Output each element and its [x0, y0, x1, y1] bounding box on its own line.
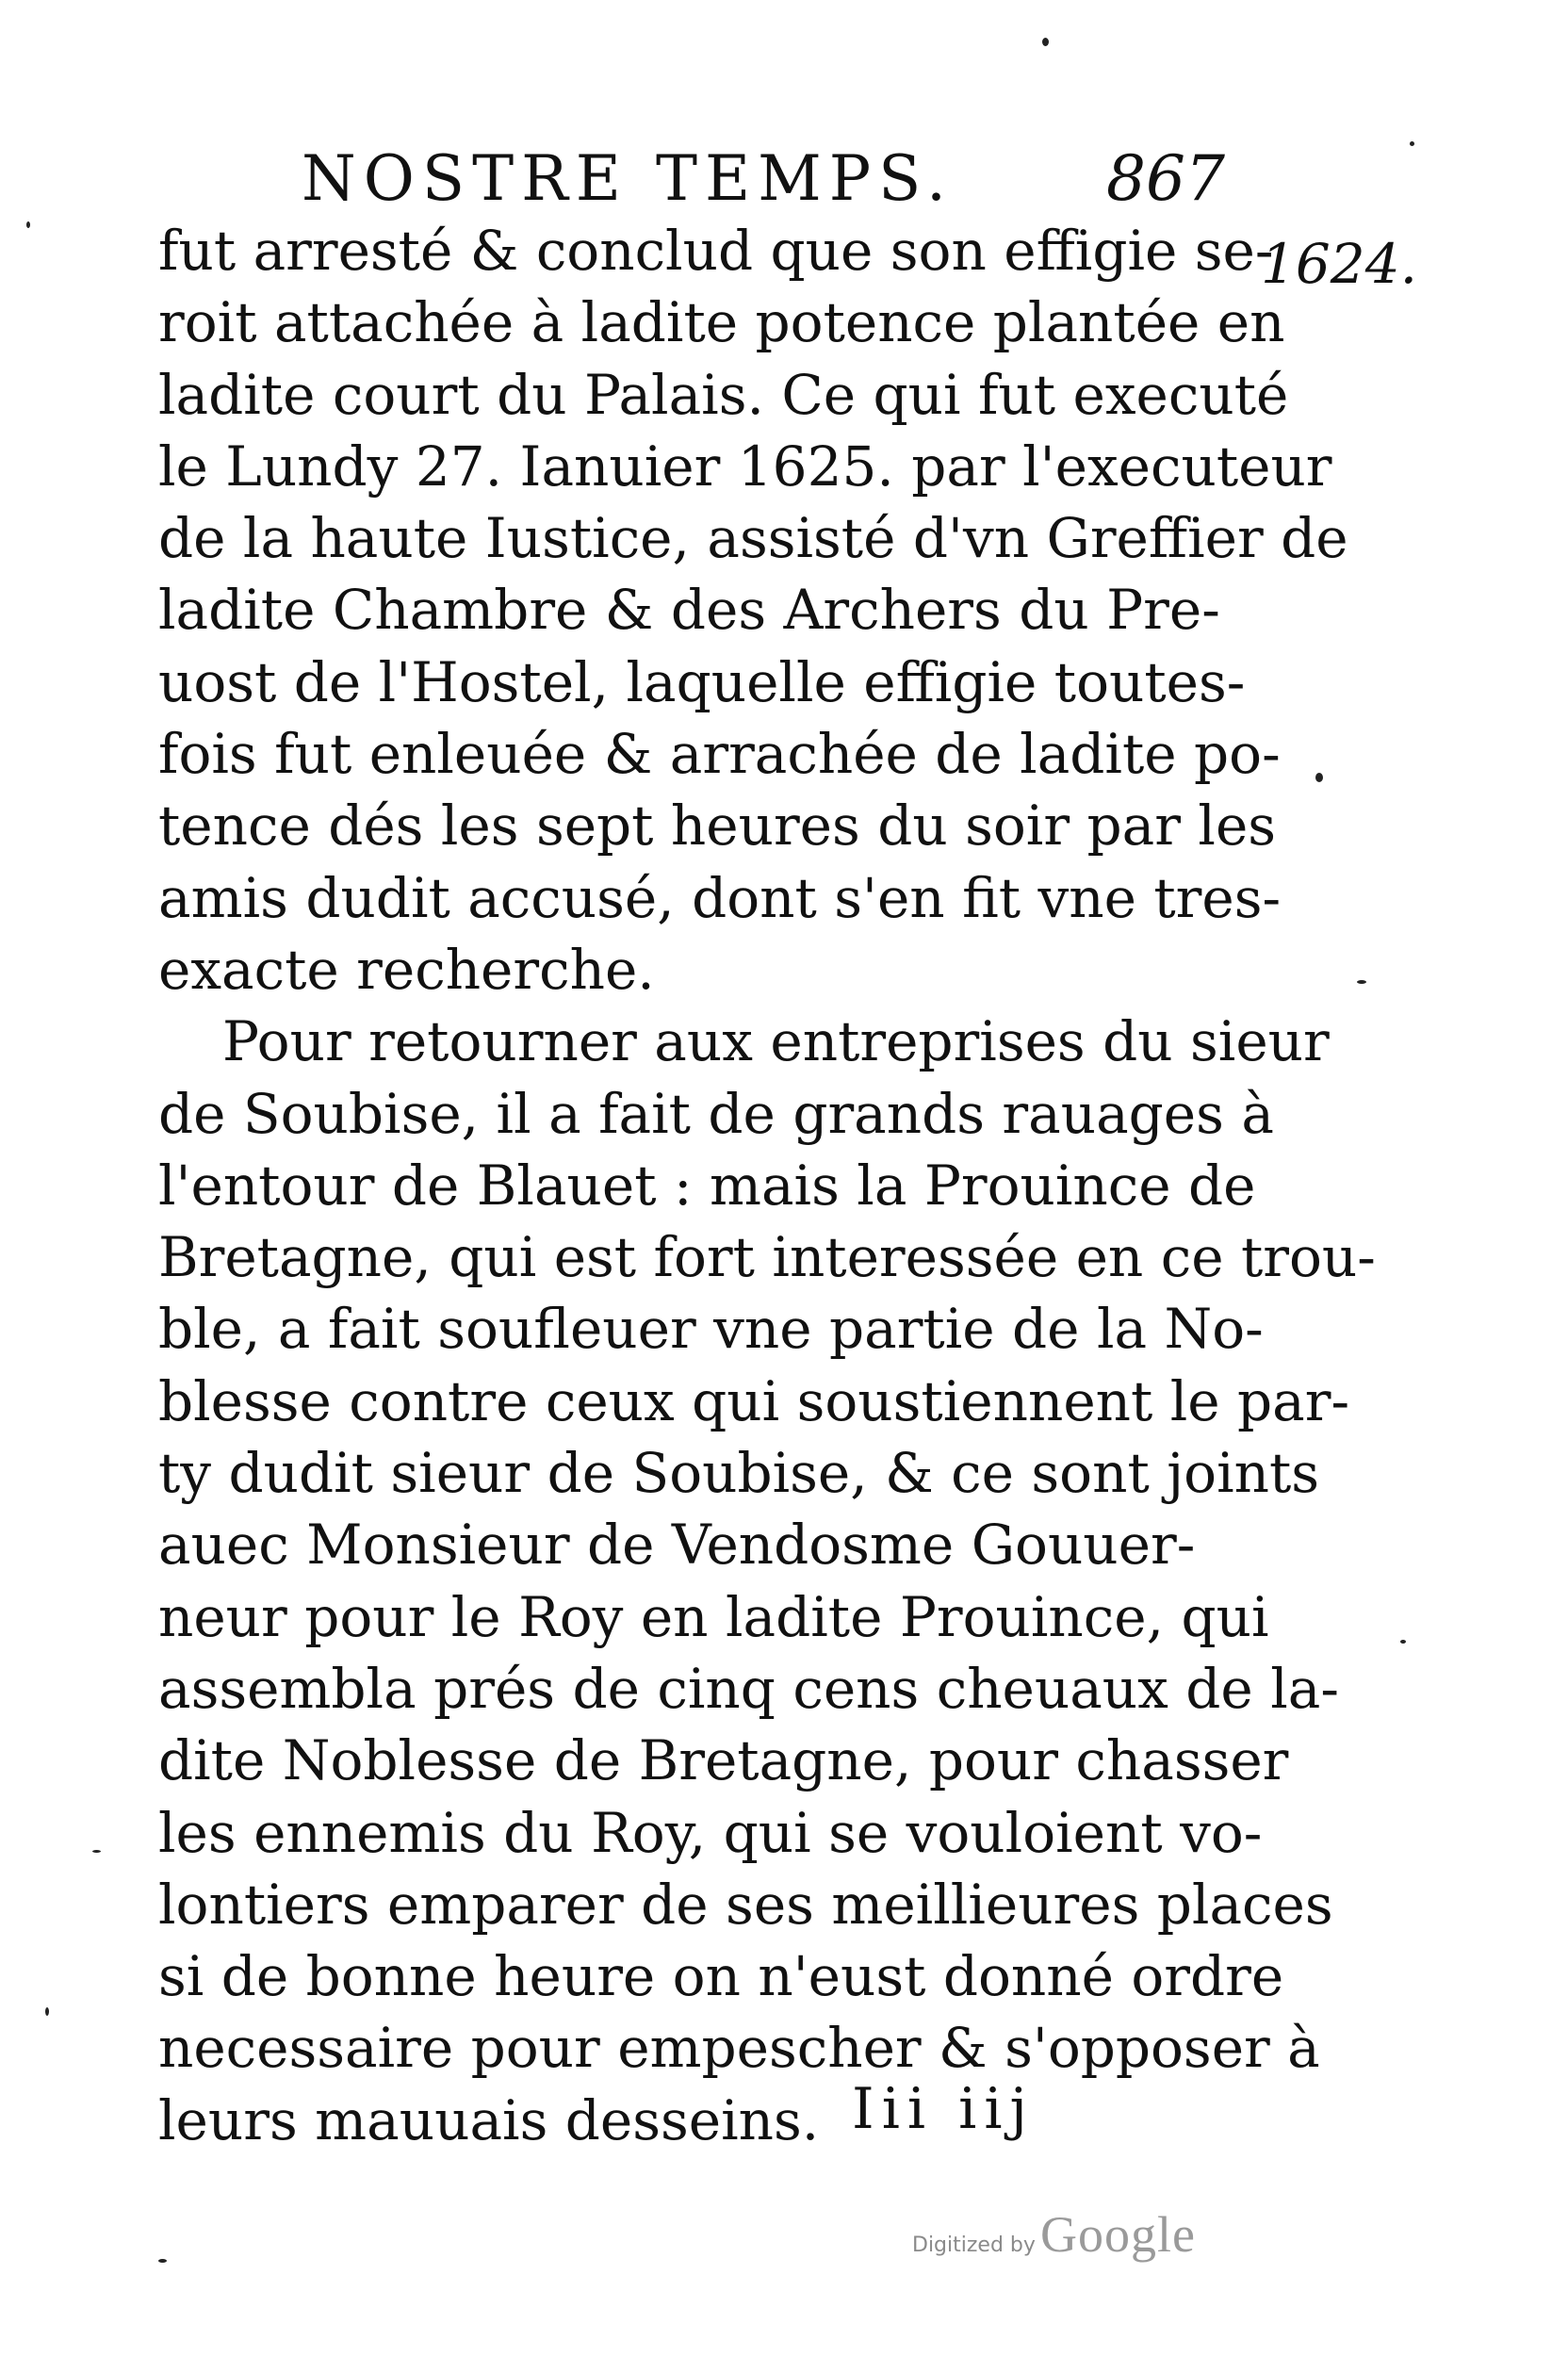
text-line: ble, a fait soufleuer vne partie de la No- [158, 1297, 1264, 1362]
text-line: ty dudit sieur de Soubise, & ce sont joints [158, 1441, 1320, 1506]
text-line: neur pour le Roy en ladite Prouince, qui [158, 1584, 1269, 1649]
text-line: lontiers emparer de ses meillieures places [158, 1872, 1333, 1937]
text-line: roit attachée à ladite potence plantée en [158, 290, 1285, 355]
text-line: uost de l'Hostel, laquelle effigie toutes- [158, 649, 1246, 714]
signature-mark: Iii iij [852, 2076, 1036, 2142]
running-title: NOSTRE TEMPS. [302, 142, 954, 215]
text-line: si de bonne heure on n'eust donné ordre [158, 1944, 1284, 2009]
text-line: les ennemis du Roy, qui se vouloient vo- [158, 1800, 1263, 1865]
text-line: ladite court du Palais. Ce qui fut executé [158, 362, 1289, 427]
text-line: blesse contre ceux qui soustiennent le par- [158, 1368, 1350, 1433]
watermark-prefix: Digitized by [912, 2233, 1036, 2257]
text-line: dite Noblesse de Bretagne, pour chasser [158, 1728, 1289, 1793]
text-line: fut arresté & conclud que son effigie se- [158, 219, 1274, 283]
scan-speck [1410, 141, 1414, 146]
scan-speck [158, 2259, 167, 2263]
text-line: leurs mauuais desseins. [158, 2087, 820, 2152]
scan-speck [1400, 1640, 1406, 1644]
text-line: necessaire pour empescher & s'opposer à [158, 2016, 1320, 2081]
scan-speck [1042, 38, 1049, 46]
text-line: assembla prés de cinq cens cheuaux de la- [158, 1656, 1339, 1721]
paragraph-start-line: Pour retourner aux entreprises du sieur [222, 1009, 1330, 1074]
text-line: amis dudit accusé, dont s'en fit vne tres- [158, 865, 1282, 930]
scan-speck [26, 221, 30, 228]
text-line: exacte recherche. [158, 937, 655, 1002]
google-logo: Google [1040, 2206, 1196, 2263]
text-line: Bretagne, qui est fort interessée en ce trou- [158, 1225, 1376, 1290]
text-line: auec Monsieur de Vendosme Gouuer- [158, 1513, 1196, 1578]
scan-speck [45, 2007, 49, 2016]
scan-speck [1357, 980, 1366, 984]
text-line: ladite Chambre & des Archers du Pre- [158, 578, 1220, 643]
scan-speck [92, 1850, 101, 1853]
text-line: tence dés les sept heures du soir par les [158, 794, 1277, 859]
running-head [292, 141, 1225, 217]
text-line: de la haute Iustice, assisté d'vn Greffier de [158, 506, 1348, 571]
page-number: 867 [1106, 142, 1225, 215]
margin-year-note: 1624. [1261, 232, 1418, 296]
scan-speck [1315, 773, 1323, 782]
text-line: l'entour de Blauet : mais la Prouince de [158, 1153, 1256, 1218]
text-line: fois fut enleuée & arrachée de ladite po- [158, 722, 1281, 787]
text-line: de Soubise, il a fait de grands rauages à [158, 1081, 1274, 1146]
digitized-watermark [912, 2205, 1196, 2271]
text-line: le Lundy 27. Ianuier 1625. par l'executeur [158, 434, 1332, 499]
